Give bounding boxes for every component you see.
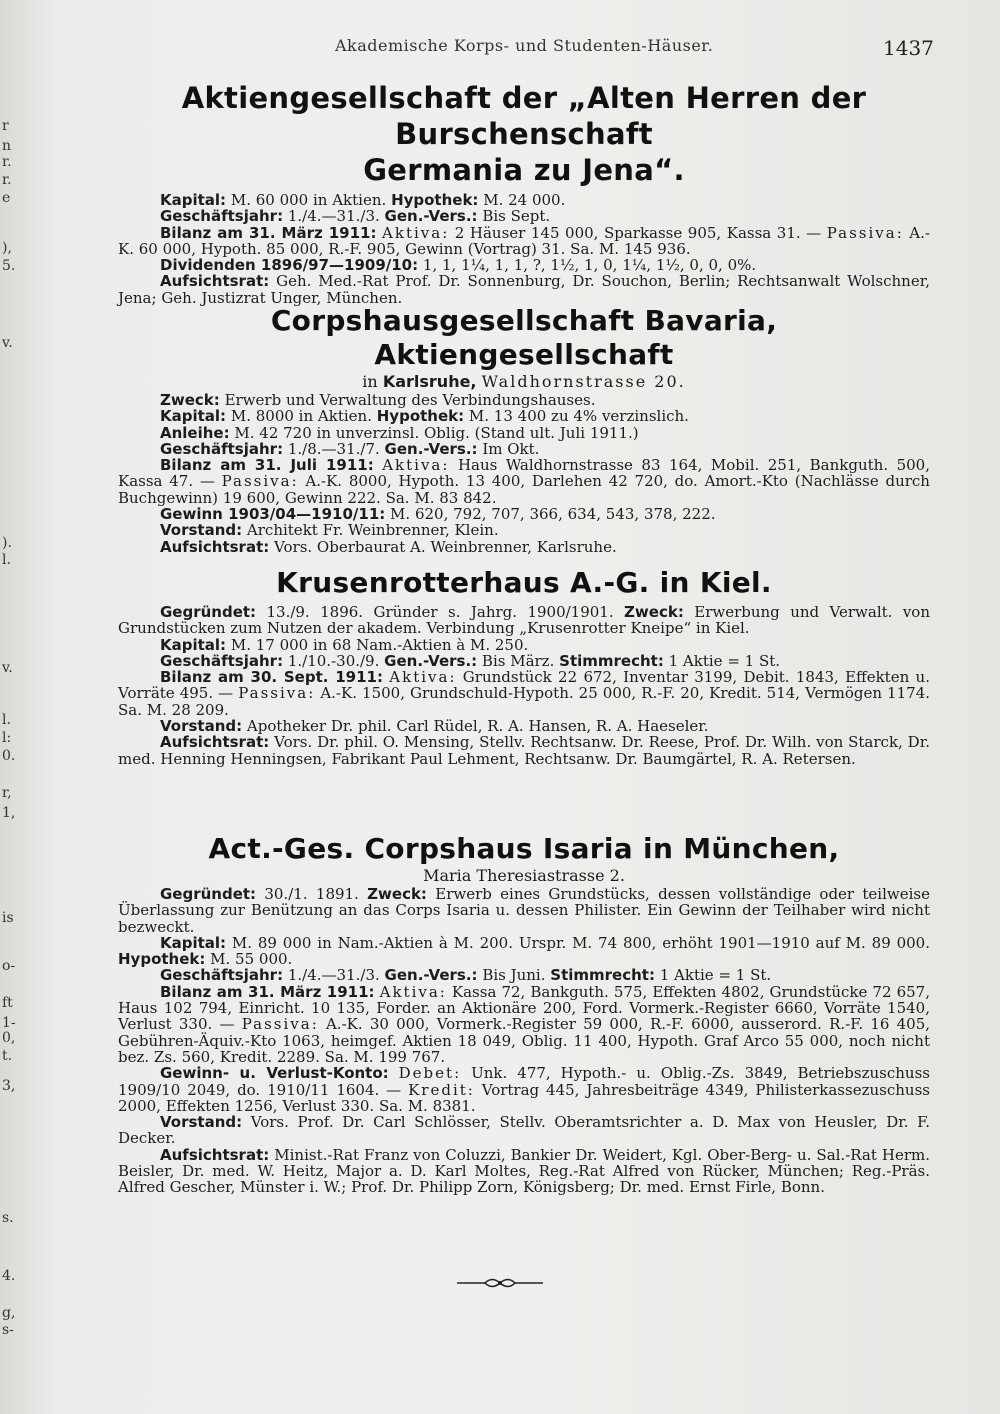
entry-title: Act.-Ges. Corpshaus Isaria in München, (208, 832, 840, 865)
margin-fragment: r, (2, 785, 12, 801)
margin-fragment: 1- (2, 1015, 16, 1031)
margin-fragment: is (2, 910, 14, 926)
margin-fragment: s. (2, 1210, 14, 1226)
field-bilanz: Bilanz am 31. Juli 1911: Aktiva: Haus Waldhornstrasse 83 164, Mobil. 251, Bankguth. 500, Kassa 47. — Passiva: A.-K. 8000, Hypoth. 13 400, Darlehen 42 720, do. Amort.-Kto (Nachlässe durch Buchgewinn) 19 600, Gewinn 222. Sa. M. 83 842. (118, 456, 930, 507)
margin-fragment: 3, (2, 1078, 16, 1094)
field-aufsichtsrat: Aufsichtsrat: Vors. Dr. phil. O. Mensing, Stellv. Rechtsanw. Dr. Reese, Prof. Dr. Wilh. von Starck, Dr. med. Henning Henningsen, Fabrikant Paul Lehment, Rechtsanw. Dr. Baumgärtel, R. A. Retersen. (118, 733, 930, 768)
margin-fragment: 1, (2, 805, 16, 821)
running-header: Akademische Korps- und Studenten-Häuser. (335, 36, 714, 55)
entry-title-line2: Germania zu Jena“. (363, 153, 685, 187)
field-kapital: Kapital: M. 8000 in Aktien. Hypothek: M. 13 400 zu 4% verzinslich. (160, 407, 689, 426)
field-kapital: Kapital: M. 17 000 in 68 Nam.-Aktien à M. 250. (160, 635, 529, 654)
margin-fragment: l. (2, 552, 11, 568)
entry-krusenrotterhaus-kiel (118, 566, 930, 767)
margin-fragment: s- (2, 1322, 14, 1338)
field-gewinn: Gewinn 1903/04—1910/11: M. 620, 792, 707, 366, 634, 543, 378, 222. (160, 505, 716, 524)
entry-isaria-muenchen (118, 832, 930, 1196)
field-zweck: Zweck: Erwerb und Verwaltung des Verbindungshauses. (160, 391, 596, 409)
field-bilanz: Bilanz am 31. März 1911: Aktiva: Kassa 72, Bankguth. 575, Effekten 4802, Grundstücke 72 657, Haus 102 794, Einricht. 10 135, Forder. an Aktionäre 200, Ford. Vormerk.-Register 6660, Vorräte 1540, Verlust 330. — Passiva: A.-K. 30 000, Vormerk.-Register 59 000, R.-F. 6000, ausserord. R.-F. 16 405, Gebühren-Äquiv.-Kto 1063, heimgef. Aktien 18 049, Oblig. 11 400, Hypoth. Graf Arco 55 000, noch nicht bez. Zs. 560, Kredit. 2289. Sa. M. 199 767. (118, 982, 931, 1066)
margin-fragment: l: (2, 730, 12, 746)
entry-title: Krusenrotterhaus A.-G. in Kiel. (276, 566, 772, 599)
margin-fragment: t. (2, 1048, 13, 1064)
margin-fragment: v. (2, 335, 13, 351)
field-geschaeftsjahr: Geschäftsjahr: 1./4.—31./3. Gen.-Vers.: Bis Sept. (160, 207, 551, 226)
field-vorstand: Vorstand: Architekt Fr. Weinbrenner, Klein. (160, 521, 499, 540)
field-gewinn-verlust: Gewinn- u. Verlust-Konto: Debet: Unk. 477, Hypoth.- u. Oblig.-Zs. 3849, Betriebszuschuss 1909/10 2049, do. 1910/11 1604. — Kredit: Vortrag 445, Jahresbeiträge 4349, Philisterkassezuschuss 2000, Effekten 1256, Verlust 330. Sa. M. 8381. (118, 1064, 930, 1115)
left-margin-fragments (0, 0, 22, 1414)
margin-fragment: r. (2, 172, 12, 188)
entry-subtitle: Maria Theresiastrasse 2. (423, 866, 625, 885)
margin-fragment: 5. (2, 258, 16, 274)
page-number: 1437 (883, 36, 934, 60)
margin-fragment: e (2, 190, 11, 206)
field-bilanz: Bilanz am 30. Sept. 1911: Aktiva: Grundstück 22 672, Inventar 3199, Debit. 1843, Effekten u. Vorräte 495. — Passiva: A.-K. 1500, Grundschuld-Hypoth. 25 000, R.-F. 20, Kredit. 514, Vermögen 1174. Sa. M. 28 209. (118, 668, 930, 719)
field-gegruendet: Gegründet: 30./1. 1891. Zweck: Erwerb eines Grundstücks, dessen vollständige oder teilweise Überlassung zur Benützung an das Corps Isaria u. dessen Philister. Ein Gewinn der Teilhaber wird nicht bezweckt. (118, 885, 930, 936)
field-anleihe: Anleihe: M. 42 720 in unverzinsl. Oblig. (Stand ult. Juli 1911.) (160, 423, 639, 442)
field-aufsichtsrat: Aufsichtsrat: Vors. Oberbaurat A. Weinbrenner, Karlsruhe. (160, 537, 617, 556)
field-aufsichtsrat: Aufsichtsrat: Minist.-Rat Franz von Coluzzi, Bankier Dr. Weidert, Kgl. Ober-Berg- u. Sal.-Rat Herm. Beisler, Dr. med. W. Heitz, Major a. D. Karl Moltes, Reg.-Rat Alfred von Rücker, München; Reg.-Präs. Alfred Gescher, Münster i. W.; Prof. Dr. Philipp Zorn, Königsberg; Dr. med. Ernst Firle, Bonn. (118, 1145, 930, 1197)
margin-fragment: l. (2, 712, 11, 728)
margin-fragment: 0. (2, 748, 16, 764)
entry-subtitle: in Karlsruhe, Waldhornstrasse 20. (362, 372, 686, 391)
margin-fragment: 0, (2, 1030, 16, 1046)
field-kapital: Kapital: M. 89 000 in Nam.-Aktien à M. 200. Urspr. M. 74 800, erhöht 1901—1910 auf M. 89 000. Hypothek: M. 55 000. (118, 933, 930, 969)
field-geschaeftsjahr: Geschäftsjahr: 1./8.—31./7. Gen.-Vers.: Im Okt. (160, 439, 540, 458)
field-bilanz: Bilanz am 31. März 1911: Aktiva: 2 Häuser 145 000, Sparkasse 905, Kassa 31. — Passiva: A.-K. 60 000, Hypoth. 85 000, R.-F. 905, Gewinn (Vortrag) 31. Sa. M. 145 936. (118, 223, 930, 258)
field-geschaeftsjahr: Geschäftsjahr: 1./10.-30./9. Gen.-Vers.: Bis März. Stimmrecht: 1 Aktie = 1 St. (160, 651, 781, 670)
entry-germania-jena (118, 80, 930, 306)
margin-fragment: ). (2, 535, 12, 551)
field-dividenden: Dividenden 1896/97—1909/10: 1, 1, 1¼, 1, 1, ?, 1½, 1, 0, 1¼, 1½, 0, 0, 0%. (160, 256, 757, 275)
margin-fragment: ), (2, 240, 12, 256)
entry-bavaria-karlsruhe (118, 304, 930, 555)
field-gegruendet: Gegründet: 13./9. 1896. Gründer s. Jahrg. 1900/1901. Zweck: Erwerbung und Verwalt. von Grundstücken zum Nutzen der akadem. Verbindung „Krusenrotter Kneipe“ in Kiel. (118, 603, 930, 638)
margin-fragment: n (2, 138, 12, 154)
ornament-divider (455, 1276, 545, 1290)
field-vorstand: Vorstand: Vors. Prof. Dr. Carl Schlösser, Stellv. Oberamtsrichter a. D. Max von Heusler, Dr. F. Decker. (118, 1113, 930, 1148)
entry-title: Aktiengesellschaft der „Alten Herren der Burschenschaft (181, 81, 867, 151)
margin-fragment: r. (2, 154, 12, 170)
field-vorstand: Vorstand: Apotheker Dr. phil. Carl Rüdel, R. A. Hansen, R. A. Haeseler. (160, 717, 709, 736)
margin-fragment: v. (2, 660, 13, 676)
margin-fragment: o- (2, 958, 16, 974)
margin-fragment: ft (2, 995, 13, 1011)
field-aufsichtsrat: Aufsichtsrat: Geh. Med.-Rat Prof. Dr. Sonnenburg, Dr. Souchon, Berlin; Rechtsanwalt Wolschner, Jena; Geh. Justizrat Unger, München. (118, 272, 930, 307)
margin-fragment: 4. (2, 1268, 16, 1284)
margin-fragment: r (2, 118, 9, 134)
field-geschaeftsjahr: Geschäftsjahr: 1./4.—31./3. Gen.-Vers.: Bis Juni. Stimmrecht: 1 Aktie = 1 St. (160, 966, 772, 985)
margin-fragment: g, (2, 1305, 16, 1321)
entry-title: Corpshausgesellschaft Bavaria, Aktiengesellschaft (270, 304, 778, 371)
field-kapital: Kapital: M. 60 000 in Aktien. Hypothek: M. 24 000. (160, 191, 566, 209)
